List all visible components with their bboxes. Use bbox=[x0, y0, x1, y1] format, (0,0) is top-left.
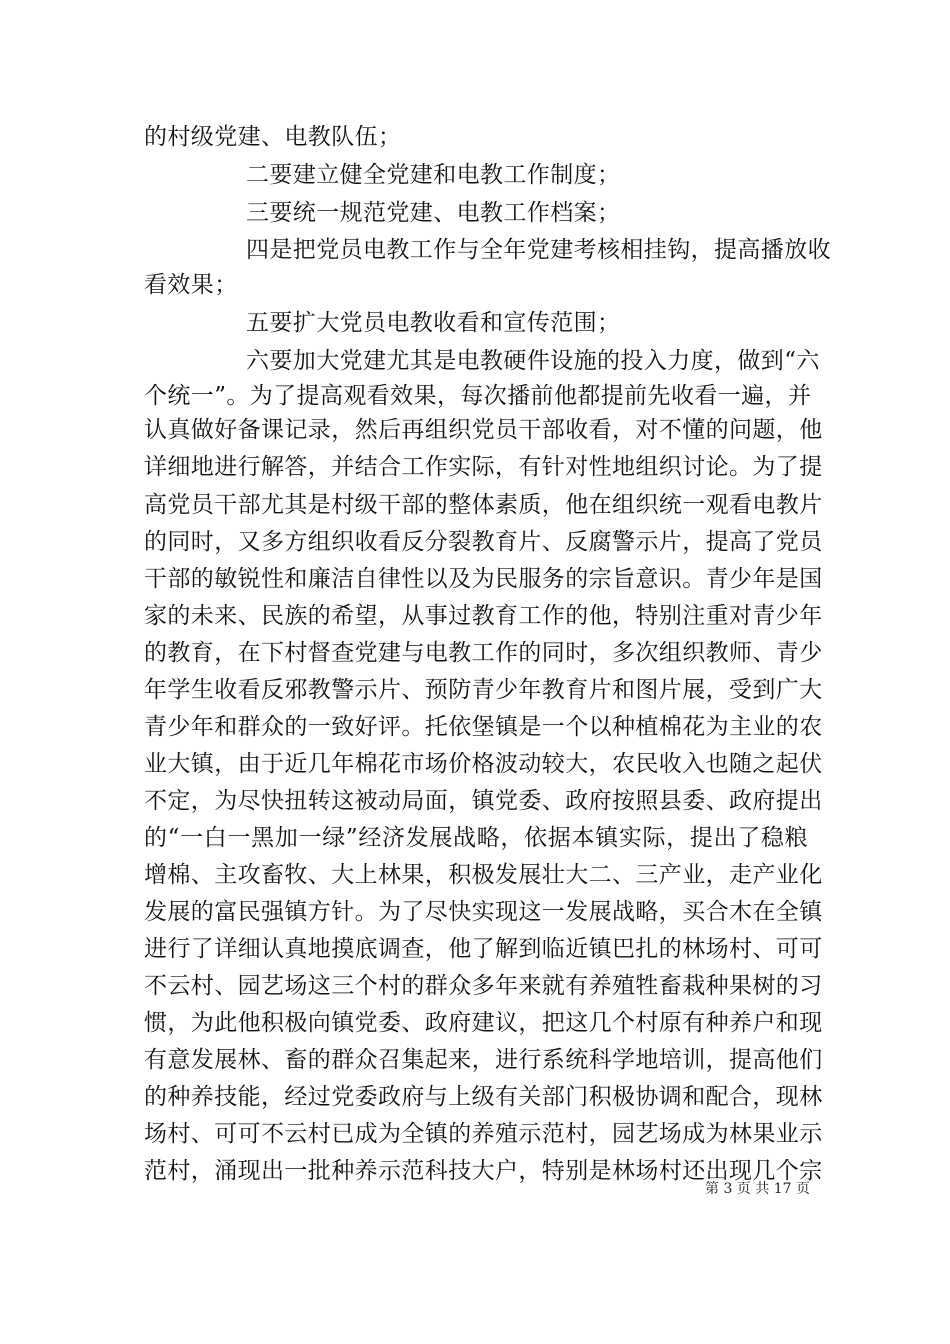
text-line: 二要建立健全党建和电教工作制度； bbox=[246, 162, 621, 188]
text-line: 的同时，又多方组织收看反分裂教育片、反腐警示片，提高了党员 bbox=[144, 529, 823, 555]
text-line: 有意发展林、畜的群众召集起来，进行系统科学地培训，提高他们 bbox=[144, 1047, 823, 1073]
text-line: 青少年和群众的一致好评。托依堡镇是一个以种植棉花为主业的农 bbox=[144, 714, 823, 740]
text-line: 的教育，在下村督查党建与电教工作的同时，多次组织教师、青少 bbox=[144, 640, 823, 666]
text-line: 干部的敏锐性和廉洁自律性以及为民服务的宗旨意识。青少年是国 bbox=[144, 566, 823, 592]
text-line: 年学生收看反邪教警示片、预防青少年教育片和图片展，受到广大 bbox=[144, 677, 823, 703]
text-line: 进行了详细认真地摸底调查，他了解到临近镇巴扎的林场村、可可 bbox=[144, 936, 823, 962]
text-line: 四是把党员电教工作与全年党建考核相挂钩，提高播放收 bbox=[246, 237, 831, 263]
text-line: 不云村、园艺场这三个村的群众多年来就有养殖牲畜栽种果树的习 bbox=[144, 973, 823, 999]
text-line: 个统一”。为了提高观看效果，每次播前他都提前先收看一遍，并 bbox=[144, 383, 812, 409]
text-line: 范村，涌现出一批种养示范科技大户，特别是林场村还出现几个宗 bbox=[144, 1158, 823, 1184]
text-line: 场村、可可不云村已成为全镇的养殖示范村，园艺场成为林果业示 bbox=[144, 1121, 823, 1147]
text-line: 三要统一规范党建、电教工作档案； bbox=[246, 200, 621, 226]
text-line: 不定，为尽快扭转这被动局面，镇党委、政府按照县委、政府提出 bbox=[144, 788, 823, 814]
text-line: 详细地进行解答，并结合工作实际，有针对性地组织讨论。为了提 bbox=[144, 454, 823, 480]
text-line: 看效果； bbox=[144, 272, 238, 298]
text-line: 六要加大党建尤其是电教硬件设施的投入力度，做到“六 bbox=[246, 348, 820, 374]
text-line: 发展的富民强镇方针。为了尽快实现这一发展战略，买合木在全镇 bbox=[144, 899, 823, 925]
text-line: 业大镇，由于近几年棉花市场价格波动较大，农民收入也随之起伏 bbox=[144, 751, 823, 777]
text-line: 增棉、主攻畜牧、大上林果，积极发展壮大二、三产业，走产业化 bbox=[144, 862, 823, 888]
text-line: 的村级党建、电教队伍； bbox=[144, 124, 402, 150]
text-line: 惯，为此他积极向镇党委、政府建议，把这几个村原有种养户和现 bbox=[144, 1010, 823, 1036]
text-line: 高党员干部尤其是村级干部的整体素质，他在组织统一观看电教片 bbox=[144, 492, 823, 518]
text-line: 家的未来、民族的希望，从事过教育工作的他，特别注重对青少年 bbox=[144, 603, 823, 629]
text-line: 五要扩大党员电教收看和宣传范围； bbox=[246, 310, 621, 336]
text-line: 的“一白一黑加一绿”经济发展战略，依据本镇实际，提出了稳粮 bbox=[144, 825, 808, 851]
text-line: 的种养技能，经过党委政府与上级有关部门积极协调和配合，现林 bbox=[144, 1084, 823, 1110]
text-line: 认真做好备课记录，然后再组织党员干部收看，对不懂的问题，他 bbox=[144, 417, 823, 443]
page-number-footer: 第 3 页 共 17 页 bbox=[705, 1181, 810, 1197]
